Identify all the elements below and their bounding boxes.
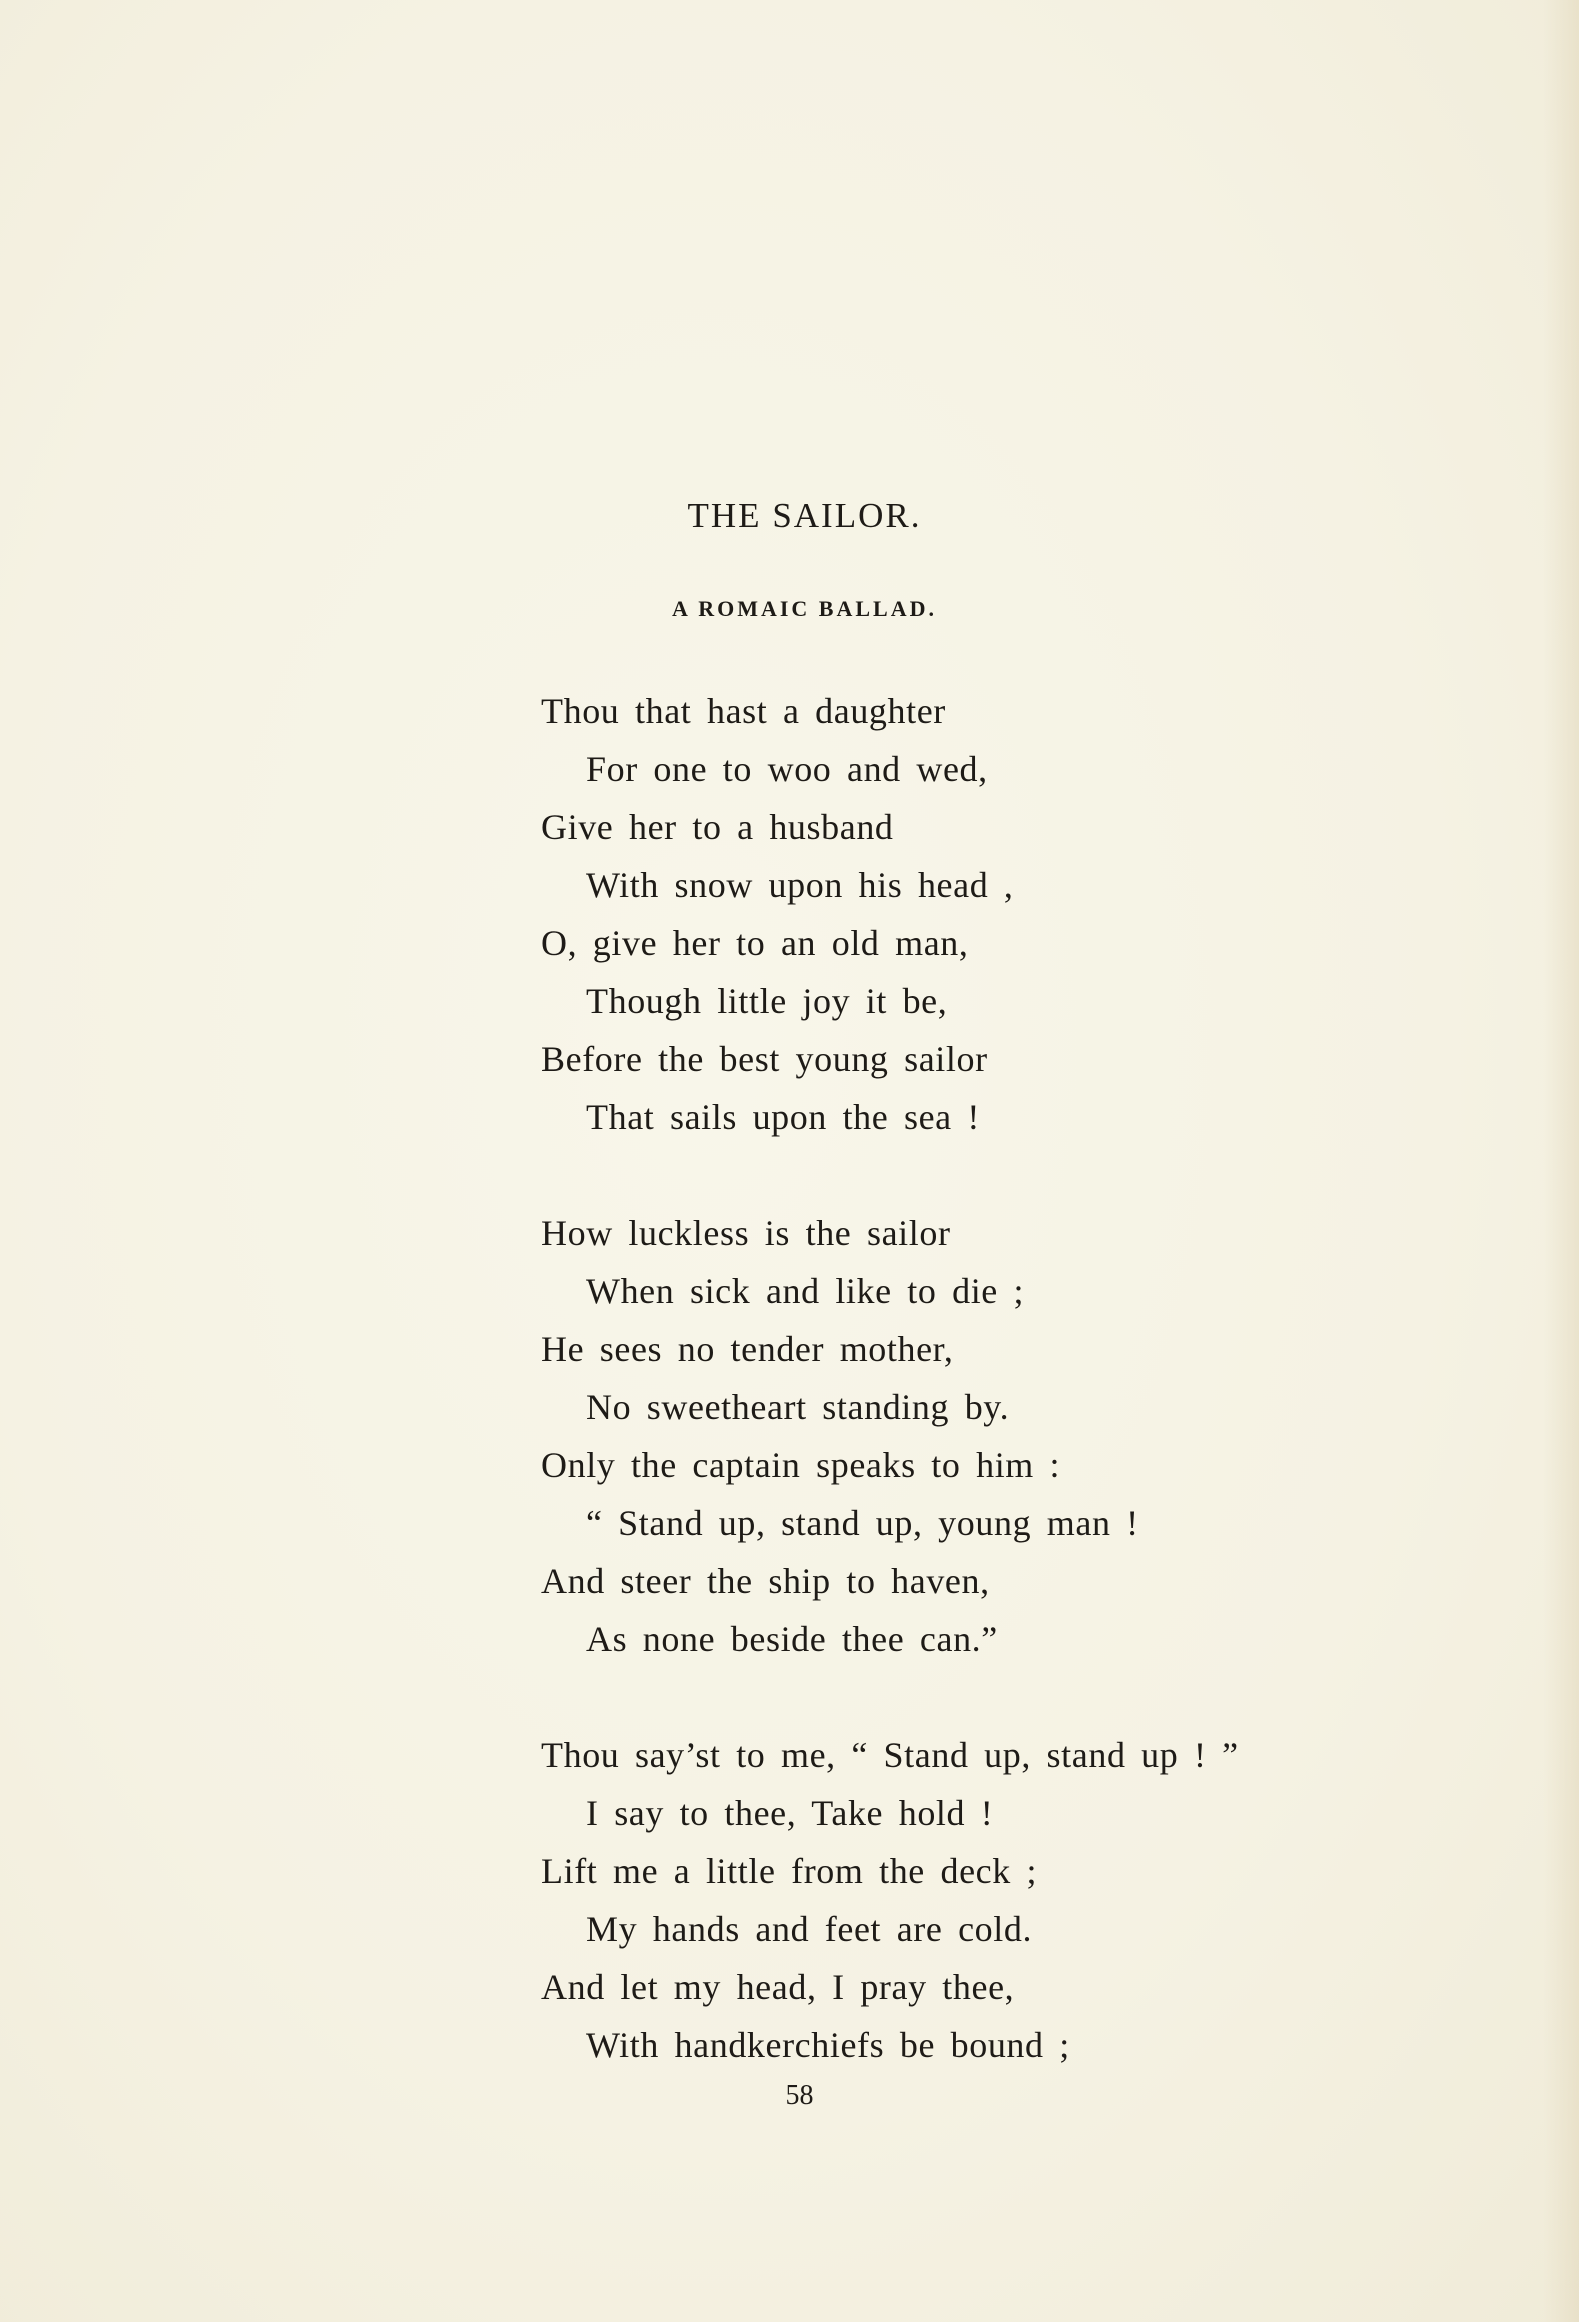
poem-line: How luckless is the sailor <box>541 1213 951 1253</box>
poem-line: And let my head, I pray thee, <box>541 1967 1015 2007</box>
poem-body <box>541 682 1441 2074</box>
poem-line: Though little joy it be, <box>586 981 948 1021</box>
stanza-2 <box>541 1204 1441 1668</box>
poem-line: With snow upon his head , <box>586 865 1014 905</box>
page-number: 58 <box>785 2080 814 2111</box>
poem-line: “ Stand up, stand up, young man ! <box>586 1503 1139 1543</box>
poem-line: Give her to a husband <box>541 807 894 847</box>
stanza-3 <box>541 1726 1441 2074</box>
poem-line: For one to woo and wed, <box>586 749 988 789</box>
stanza-break <box>541 1146 1441 1204</box>
poem-line: I say to thee, Take hold ! <box>586 1793 994 1833</box>
poem-line: He sees no tender mother, <box>541 1329 954 1369</box>
poem-line: And steer the ship to haven, <box>541 1561 990 1601</box>
poem-line: Only the captain speaks to him : <box>541 1445 1061 1485</box>
page-edge-shading <box>1543 0 1579 2322</box>
poem-line: When sick and like to die ; <box>586 1271 1025 1311</box>
stanza-break <box>541 1668 1441 1726</box>
poem-line: Thou say’st to me, “ Stand up, stand up ! ” <box>541 1735 1239 1775</box>
poem-subtitle: A ROMAIC BALLAD. <box>672 596 937 621</box>
poem-line: As none beside thee can.” <box>586 1619 998 1659</box>
poem-line: O, give her to an old man, <box>541 923 969 963</box>
poem-line: Thou that hast a daughter <box>541 691 946 731</box>
poem-title: THE SAILOR. <box>687 496 922 535</box>
poem-line: With handkerchiefs be bound ; <box>586 2025 1070 2065</box>
poem-line: That sails upon the sea ! <box>586 1097 980 1137</box>
stanza-1 <box>541 682 1441 1146</box>
poem-line: My hands and feet are cold. <box>586 1909 1033 1949</box>
poem-line: Lift me a little from the deck ; <box>541 1851 1038 1891</box>
poem-line: Before the best young sailor <box>541 1039 988 1079</box>
poem-line: No sweetheart standing by. <box>586 1387 1010 1427</box>
